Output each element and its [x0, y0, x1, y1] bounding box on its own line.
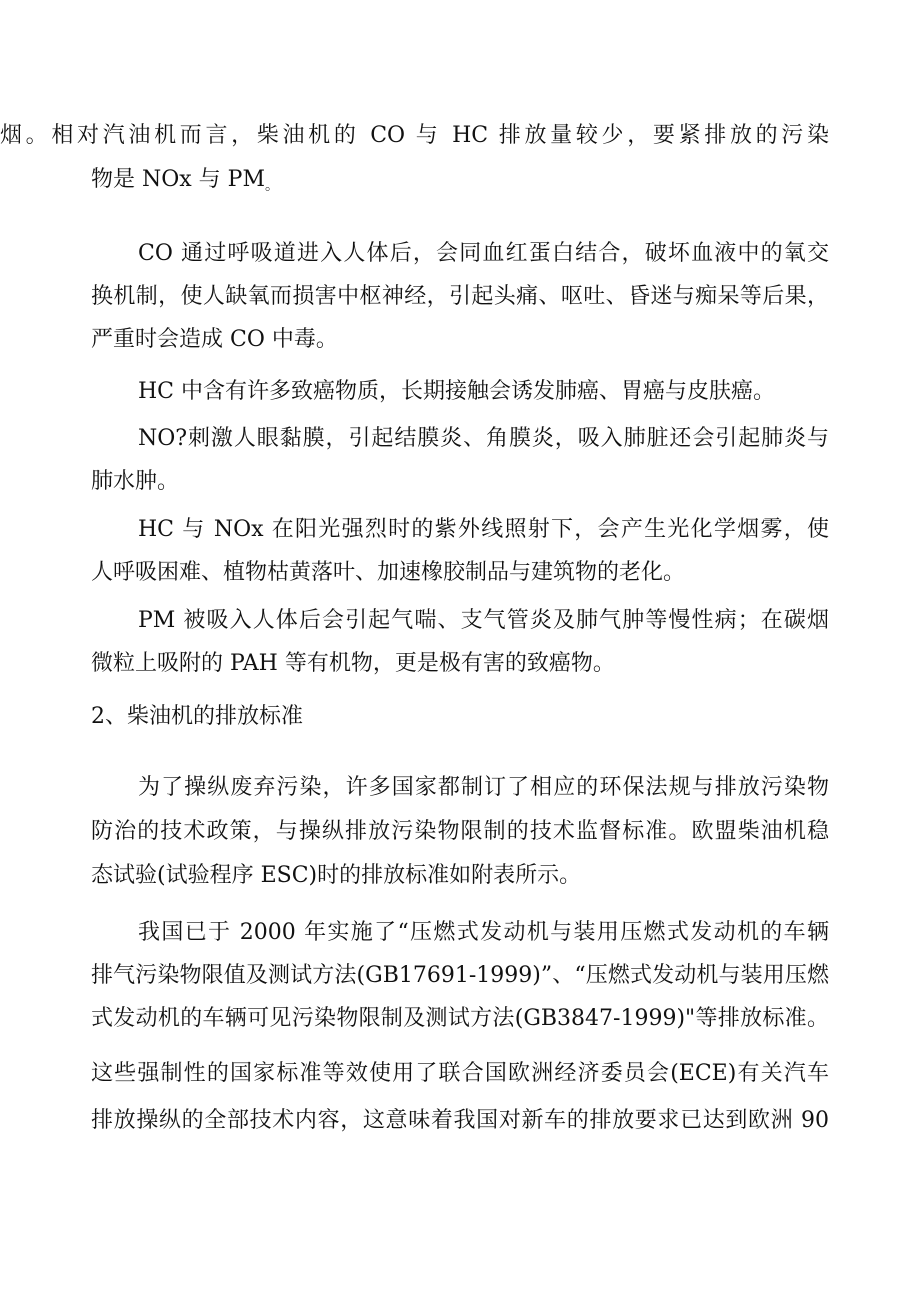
text-line: 态试验(试验程序 ESC)时的排放标准如附表所示。 [91, 863, 582, 888]
text-line: 我国已于 2000 年实施了“压燃式发动机与装用压燃式发动机的车辆 [138, 920, 829, 945]
text-line: 换机制，使人缺氧而损害中枢神经，引起头痛、呕吐、昏迷与痴呆等后果， [91, 284, 829, 309]
text-line [0, 160, 920, 200]
text-line: 烟。相对汽油机而言，柴油机的 CO 与 HC 排放量较少，要紧排放的污染 [0, 123, 829, 148]
text-line: HC 中含有许多致癌物质，长期接触会诱发肺癌、胃癌与皮肤癌。 [138, 379, 776, 404]
section-heading: 2、柴油机的排放标准 [91, 704, 303, 729]
text-line: 严重时会造成 CO 中毒。 [91, 327, 338, 352]
text-line: HC 与 NOx 在阳光强烈时的紫外线照射下，会产生光化学烟雾，使 [138, 517, 829, 542]
text-segment: 物是 NOx 与 PM [91, 167, 266, 192]
subscript-mark: 。 [265, 178, 280, 194]
text-line: 排放操纵的全部技术内容，这意味着我国对新车的排放要求已达到欧洲 90 [91, 1108, 829, 1133]
text-line: 式发动机的车辆可见污染物限制及测试方法(GB3847-1999)"等排放标准。 [91, 1006, 829, 1031]
text-line: 肺水肿。 [91, 469, 180, 494]
text-line: 排气污染物限值及测试方法(GB17691-1999)”、“压燃式发动机与装用压燃 [91, 963, 829, 988]
text-line: 人呼吸困难、植物枯黄落叶、加速橡胶制品与建筑物的老化。 [91, 560, 686, 585]
text-line: NO?刺激人眼黏膜，引起结膜炎、角膜炎，吸入肺脏还会引起肺炎与 [138, 426, 829, 451]
text-line: 这些强制性的国家标准等效使用了联合国欧洲经济委员会(ECE)有关汽车 [91, 1061, 829, 1086]
text-line: PM 被吸入人体后会引起气喘、支气管炎及肺气肿等慢性病；在碳烟 [138, 608, 829, 633]
text-line: 防治的技术政策，与操纵排放污染物限制的技术监督标准。欧盟柴油机稳 [91, 819, 829, 844]
text-line: 为了操纵废弃污染，许多国家都制订了相应的环保法规与排放污染物 [138, 775, 829, 800]
text-line: CO 通过呼吸道进入人体后，会同血红蛋白结合，破坏血液中的氧交 [138, 241, 829, 266]
text-line: 微粒上吸附的 PAH 等有机物，更是极有害的致癌物。 [91, 651, 615, 676]
